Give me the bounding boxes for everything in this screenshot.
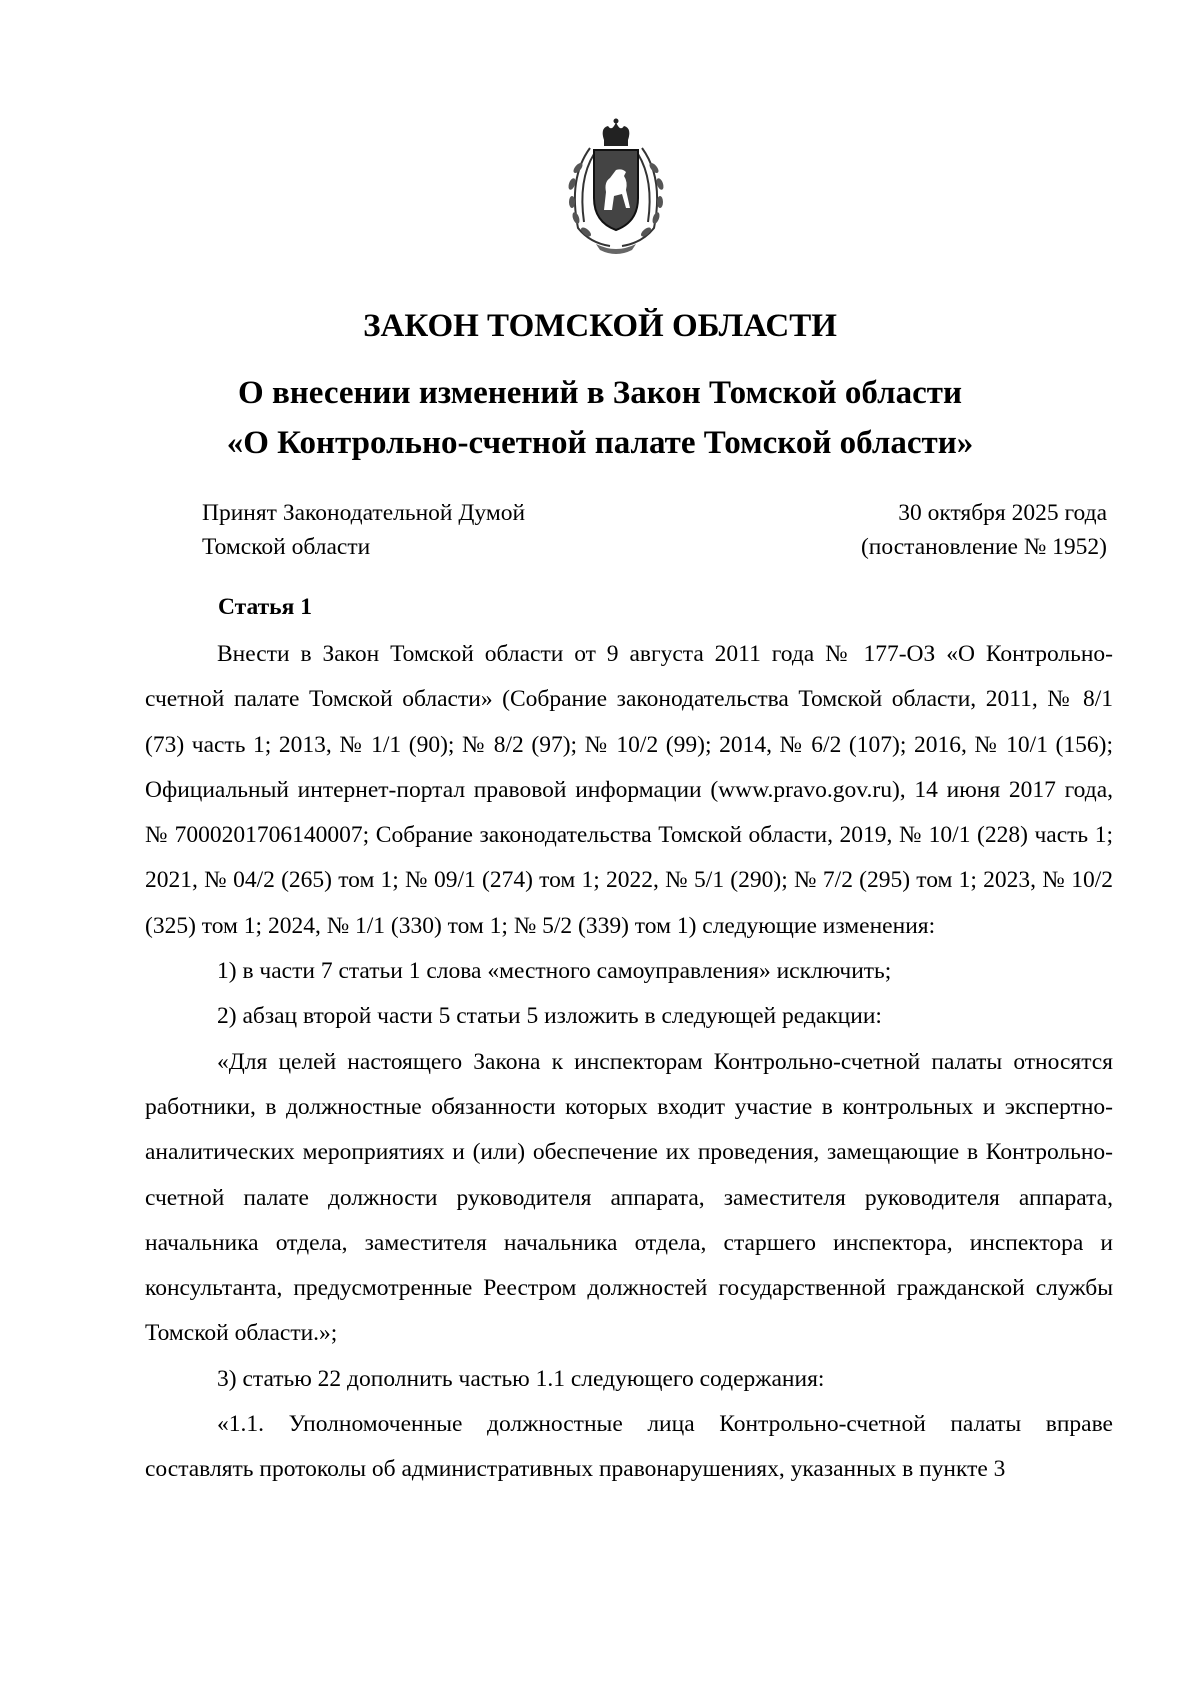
paragraph: 1) в части 7 статьи 1 слова «местного самоуправления» исключить; [217,958,892,985]
adopted-by-line-1: Принят Законодательной Думой [202,500,526,526]
subtitle-line-1: О внесении изменений в Закон Томской области [238,375,962,411]
subtitle-line-2: «О Контрольно-счетной палате Томской области» [226,425,974,461]
article-heading: Статья 1 [218,594,312,620]
resolution-number: (постановление № 1952) [860,534,1107,560]
adoption-details [861,496,1107,564]
article-body [145,632,1113,1493]
coat-of-arms-icon [560,118,672,256]
paragraph: 3) статью 22 дополнить частью 1.1 следующего содержания: [217,1365,825,1392]
law-subtitle [0,368,1200,468]
paragraph: Внести в Закон Томской области от 9 августа 2011 года № 177-ОЗ «О Контрольно-счетной палате Томской области» (Собрание законодательства Томской области, 2011, № 8/1 (73) часть 1; 2013, № 1/1 (90); № 8/2 (97); № 10/2 (99); 2014, № 6/2 (107); 2016, № 10/1 (156); Официальный интернет-портал правовой информации (www.pravo.gov.ru), 14 июня 2017 года, № 7000201706140007; Собрание законодательства Томской области, 2019, № 10/1 (228) часть 1; 2021, № 04/2 (265) том 1; № 09/1 (274) том 1; 2022, № 5/1 (290); № 7/2 (295) том 1; 2023, № 10/2 (325) том 1; 2024, № 1/1 (330) том 1; № 5/2 (339) том 1) следующие изменения: [145,641,1113,939]
paragraph: «1.1. Уполномоченные должностные лица Контрольно-счетной палаты вправе составлять протоколы об административных правонарушениях, указанных в пункте 3 [145,1411,1113,1483]
law-title: ЗАКОН ТОМСКОЙ ОБЛАСТИ [363,308,837,344]
adoption-date: 30 октября 2025 года [898,500,1107,526]
adopted-by [202,496,525,564]
adopted-by-line-2: Томской области [202,534,371,560]
paragraph: 2) абзац второй части 5 статьи 5 изложить в следующей редакции: [217,1003,882,1030]
paragraph: «Для целей настоящего Закона к инспекторам Контрольно-счетной палаты относятся работники, в должностные обязанности которых входит участие в контрольных и экспертно-аналитических мероприятиях и (или) обеспечение их проведения, замещающие в Контрольно-счетной палате должности руководителя аппарата, заместителя руководителя аппарата, начальника отдела, заместителя начальника отдела, старшего инспектора, инспектора и консультанта, предусмотренные Реестром должностей государственной гражданской службы Томской области.»; [145,1048,1113,1347]
